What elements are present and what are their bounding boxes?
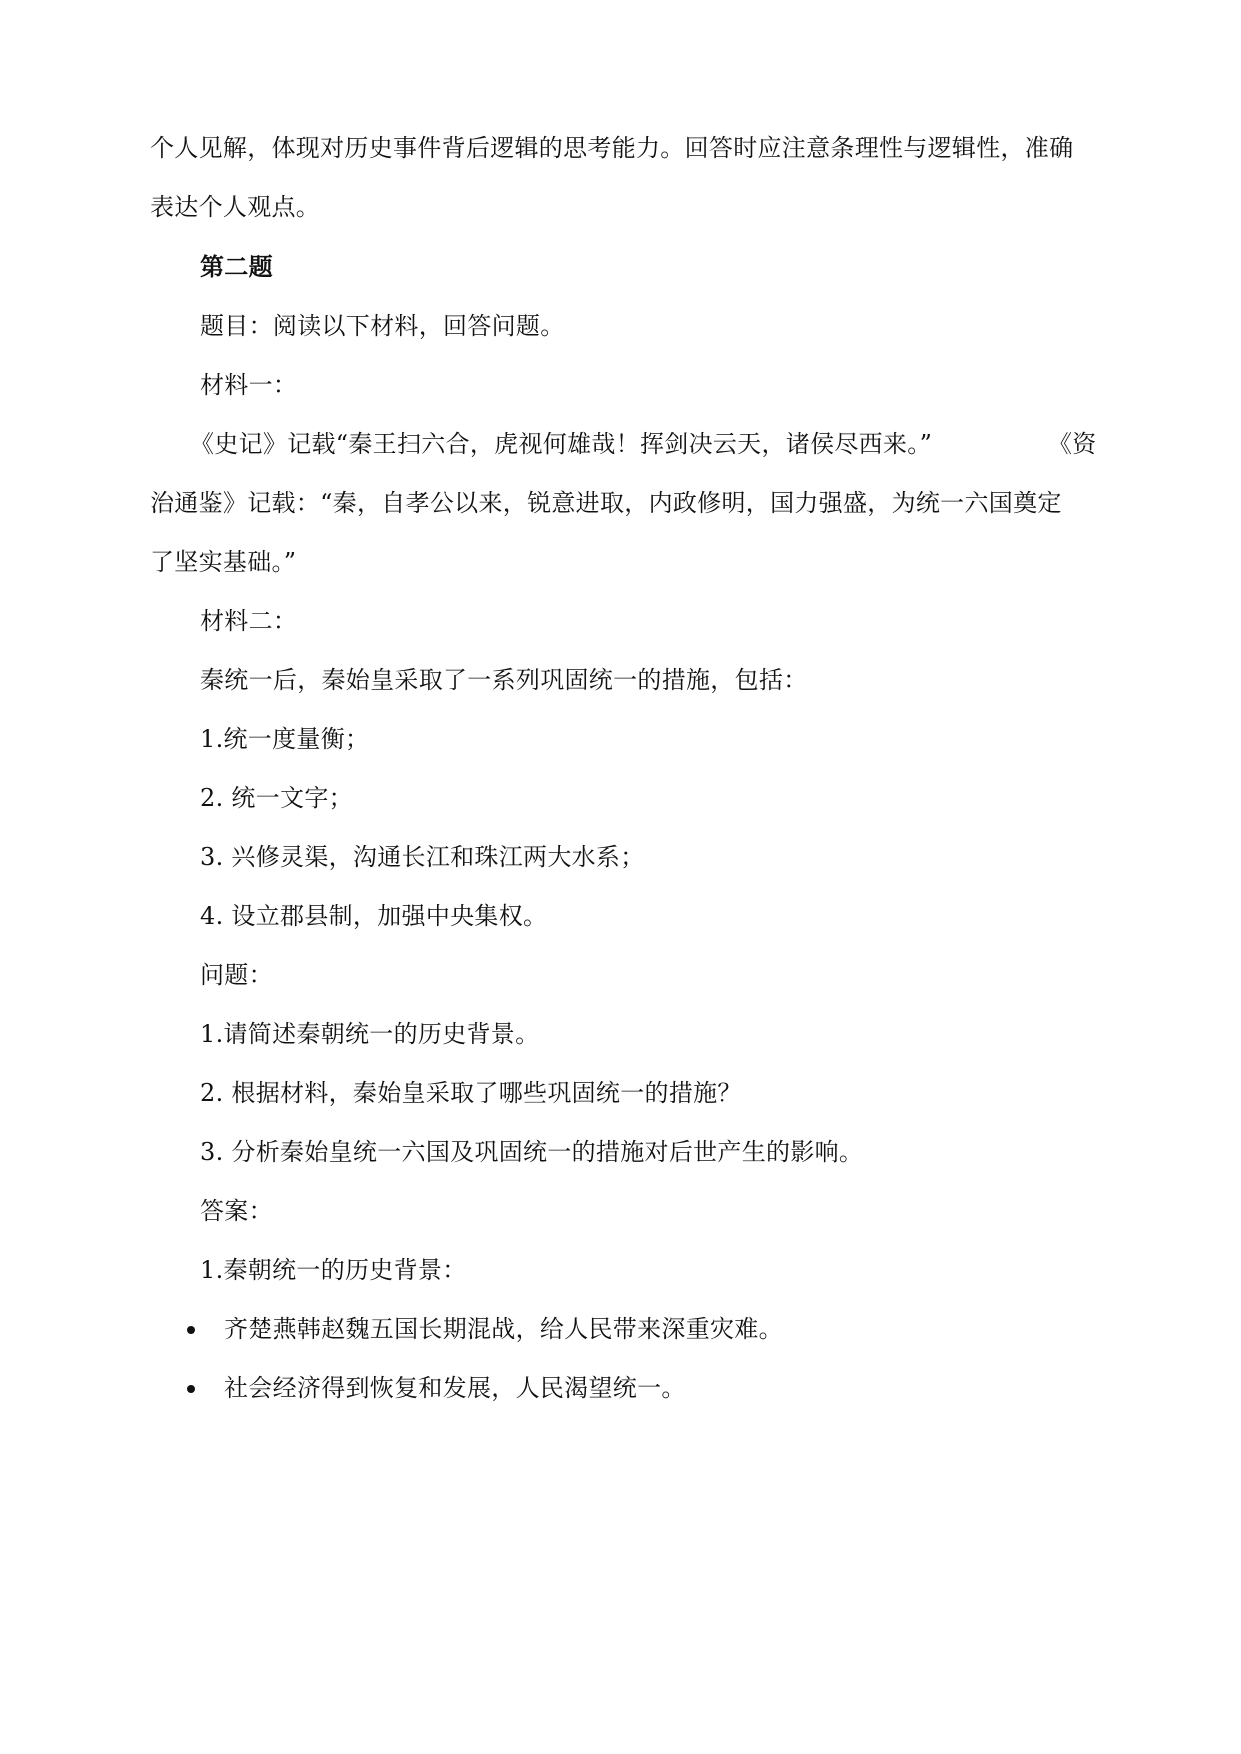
bullet-item: 社会经济得到恢复和发展，人民渴望统一。 (224, 1374, 686, 1402)
question-item: 2. 根据材料，秦始皇采取了哪些巩固统一的措施？ (200, 1079, 742, 1107)
material1-label: 材料一： (200, 371, 298, 399)
questions-label: 问题： (200, 961, 273, 989)
answer-label: 答案： (200, 1197, 273, 1225)
material1-line-1-tail: 《资 (1048, 430, 1097, 458)
bullet-icon (187, 1385, 195, 1393)
measure-item: 4. 设立郡县制，加强中央集权。 (200, 902, 548, 930)
material2-label: 材料二： (200, 607, 298, 635)
answer1-heading: 1.秦朝统一的历史背景： (200, 1256, 467, 1284)
material1-line-1: 《史记》记载“秦王扫六合，虎视何雄哉！挥剑决云天，诸侯尽西来。” (190, 430, 933, 458)
material1-line-2: 治通鉴》记载：“秦，自孝公以来，锐意进取，内政修明，国力强盛，为统一六国奠定 (150, 489, 1062, 517)
measure-item: 3. 兴修灵渠，沟通长江和珠江两大水系； (200, 843, 645, 871)
bullet-item: 齐楚燕韩赵魏五国长期混战，给人民带来深重灾难。 (224, 1315, 783, 1343)
intro-line-2: 表达个人观点。 (150, 193, 321, 221)
material1-line-3: 了坚实基础。” (150, 548, 297, 576)
intro-line-1: 个人见解，体现对历史事件背后逻辑的思考能力。回答时应注意条理性与逻辑性，准确 (150, 134, 1074, 162)
measure-item: 1.统一度量衡； (200, 725, 370, 753)
material2-intro: 秦统一后，秦始皇采取了一系列巩固统一的措施，包括： (200, 666, 808, 694)
bullet-icon (187, 1326, 195, 1334)
question-item: 3. 分析秦始皇统一六国及巩固统一的措施对后世产生的影响。 (200, 1138, 864, 1166)
question-prompt: 题目：阅读以下材料，回答问题。 (200, 312, 565, 340)
section-title: 第二题 (200, 252, 273, 281)
measure-item: 2. 统一文字； (200, 784, 353, 812)
question-item: 1.请简述秦朝统一的历史背景。 (200, 1020, 540, 1048)
